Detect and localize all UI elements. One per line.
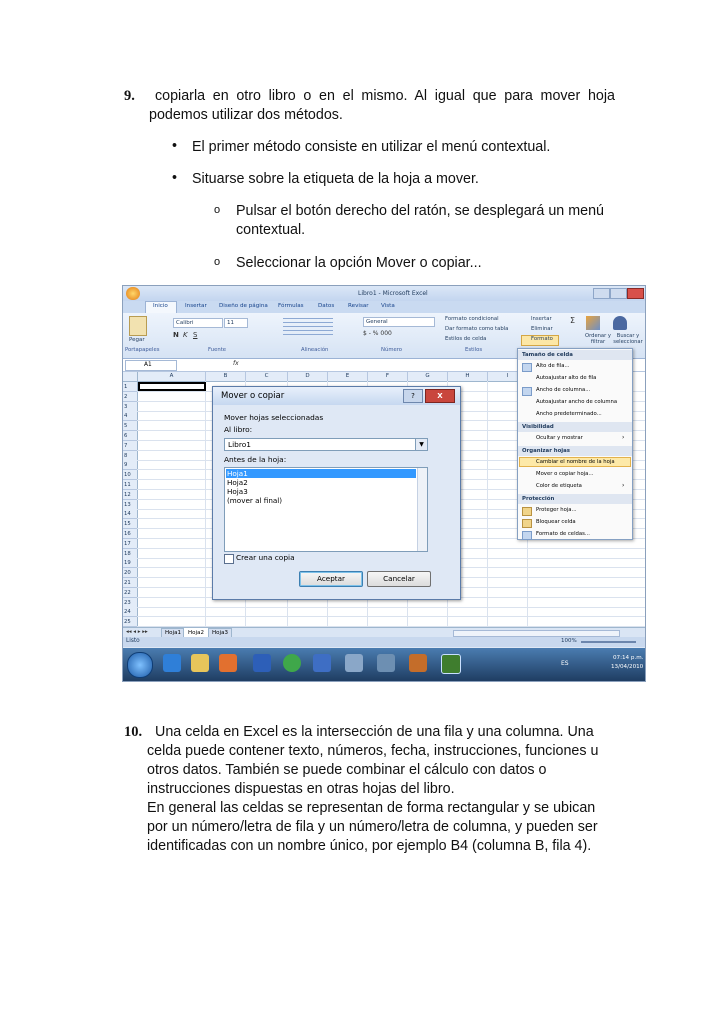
number-buttons[interactable]: $ - % 000	[363, 330, 392, 337]
name-box[interactable]: A1	[125, 360, 177, 371]
fx-icon[interactable]: fx	[233, 360, 239, 367]
bullet-dot: •	[172, 138, 178, 154]
row-header[interactable]: 10	[123, 470, 138, 480]
underline-button[interactable]: S	[193, 331, 198, 339]
bold-button[interactable]: N	[173, 331, 179, 339]
menu-section-header: Protección	[518, 494, 632, 504]
start-button-icon[interactable]	[127, 652, 153, 678]
row-header[interactable]: 1	[123, 382, 138, 392]
column-width-icon	[522, 387, 532, 396]
sub-bullet-circle: o	[214, 256, 221, 268]
row-header[interactable]: 23	[123, 598, 138, 608]
word-icon[interactable]	[253, 654, 271, 672]
paragraph-line: copiarla en otro libro o en el mismo. Al igual que para mover hoja	[155, 88, 615, 104]
paragraph-line: podemos utilizar dos métodos.	[149, 107, 343, 123]
column-header[interactable]: E	[328, 372, 368, 382]
submenu-arrow-icon: ›	[622, 482, 625, 489]
status-text: Listo	[126, 638, 140, 644]
tab-formulas[interactable]: Fórmulas	[278, 303, 304, 309]
column-header[interactable]: I	[488, 372, 528, 382]
alignment-icons[interactable]	[283, 318, 333, 338]
row-header[interactable]: 24	[123, 607, 138, 617]
gridline	[205, 381, 206, 627]
group-label: Estilos	[465, 347, 483, 353]
row-header[interactable]: 11	[123, 480, 138, 490]
taskbar-app-icon[interactable]	[313, 654, 331, 672]
item-number-10: 10.	[124, 724, 143, 740]
gridline	[137, 607, 645, 608]
close-icon[interactable]	[627, 288, 644, 299]
horizontal-scrollbar[interactable]	[453, 630, 620, 637]
row-header[interactable]: 7	[123, 441, 138, 451]
window-title: Libro1 - Microsoft Excel	[358, 290, 428, 297]
group-label: Número	[381, 347, 403, 353]
row-header[interactable]: 22	[123, 588, 138, 598]
row-header[interactable]: 25	[123, 617, 138, 627]
tab-revisar[interactable]: Revisar	[348, 303, 369, 309]
cancel-button[interactable]: Cancelar	[367, 571, 431, 587]
before-sheet-label: Antes de la hoja:	[224, 455, 287, 464]
tab-insertar[interactable]: Insertar	[185, 303, 207, 309]
sort-filter-icon[interactable]	[586, 316, 600, 330]
selected-cell[interactable]	[138, 382, 206, 391]
sheet-tab-hoja3[interactable]: Hoja3	[208, 628, 232, 639]
chevron-down-icon[interactable]: ▼	[415, 439, 427, 450]
format-cells-icon	[522, 531, 532, 540]
office-button-icon[interactable]	[126, 287, 140, 300]
create-copy-label: Crear una copia	[236, 553, 295, 562]
column-header[interactable]: G	[408, 372, 448, 382]
menu-item[interactable]: Cambiar el nombre de la hoja	[536, 459, 615, 465]
list-scrollbar[interactable]	[417, 468, 427, 551]
group-label: Portapapeles	[125, 347, 160, 353]
menu-item[interactable]: Ancho de columna...	[536, 387, 591, 393]
row-header[interactable]: 6	[123, 431, 138, 441]
cell-styles-button[interactable]: Estilos de celda	[445, 336, 487, 342]
format-table-button[interactable]: Dar formato como tabla	[445, 326, 509, 332]
maximize-icon[interactable]	[610, 288, 627, 299]
menu-item[interactable]: Mover o copiar hoja...	[536, 471, 594, 477]
group-label: Fuente	[208, 347, 227, 353]
paragraph-line: identificadas con un nombre único, por ejemplo B4 (columna B, fila 4).	[147, 838, 592, 854]
row-header[interactable]: 19	[123, 558, 138, 568]
row-header[interactable]: 12	[123, 490, 138, 500]
window-titlebar	[123, 286, 645, 301]
taskbar-app-icon[interactable]	[345, 654, 363, 672]
accept-button[interactable]: Aceptar	[299, 571, 363, 587]
tray-time: 07:14 p.m.	[613, 655, 644, 661]
sheet-nav-arrows[interactable]: ◂◂ ◂ ▸ ▸▸	[126, 629, 148, 635]
column-header[interactable]: F	[368, 372, 408, 382]
excel-taskbar-icon[interactable]	[441, 654, 461, 674]
zoom-level: 100%	[561, 638, 577, 644]
menu-item[interactable]: Color de etiqueta	[536, 483, 582, 489]
excel-screenshot	[122, 285, 646, 682]
paragraph-line: otros datos. También se puede combinar el cálculo con datos o	[147, 762, 547, 778]
sub-bullet-text: contextual.	[236, 222, 306, 238]
submenu-arrow-icon: ›	[622, 434, 625, 441]
sort-filter-label: Ordenar y filtrar	[585, 333, 611, 345]
menu-item[interactable]: Autoajustar alto de fila	[536, 375, 597, 381]
column-header[interactable]: H	[448, 372, 488, 382]
group-label: Alineación	[301, 347, 329, 353]
list-item[interactable]: Hoja2	[227, 478, 248, 487]
row-header[interactable]: 14	[123, 509, 138, 519]
find-select-label: Buscar y seleccionar	[613, 333, 643, 345]
tray-date: 13/04/2010	[611, 664, 644, 670]
row-header[interactable]: 8	[123, 451, 138, 461]
menu-section-header: Tamaño de celda	[518, 350, 632, 360]
paragraph-line: celda puede contener texto, números, fecha, instrucciones, funciones u	[147, 743, 599, 759]
number-format-select[interactable]: General	[363, 317, 435, 327]
delete-cells-button[interactable]: Eliminar	[531, 326, 553, 332]
format-cells-button[interactable]: Formato	[531, 336, 553, 342]
language-indicator[interactable]: ES	[561, 660, 569, 667]
menu-section-header: Organizar hojas	[518, 446, 632, 456]
list-item[interactable]: (mover al final)	[227, 496, 283, 505]
sum-icon[interactable]: Σ	[570, 316, 576, 325]
bullet-dot: •	[172, 170, 178, 186]
windows-taskbar	[123, 648, 645, 681]
help-button[interactable]: ?	[403, 389, 423, 403]
gridline	[487, 381, 488, 627]
paragraph-line: Una celda en Excel es la intersección de una fila y una columna. Una	[155, 724, 594, 740]
dialog-close-button[interactable]: X	[425, 389, 455, 403]
dialog-title: Mover o copiar	[221, 391, 285, 401]
menu-item[interactable]: Alto de fila...	[536, 363, 570, 369]
font-size-select[interactable]: 11	[224, 318, 248, 328]
row-height-icon	[522, 363, 532, 372]
tab-vista[interactable]: Vista	[381, 303, 395, 309]
sheet-tab-hoja2[interactable]: Hoja2	[183, 627, 209, 639]
ie-icon[interactable]	[163, 654, 181, 672]
status-bar	[123, 637, 645, 647]
tab-diseno[interactable]: Diseño de página	[219, 303, 268, 309]
row-header[interactable]: 5	[123, 421, 138, 431]
row-header[interactable]: 9	[123, 460, 138, 470]
row-header[interactable]: 13	[123, 500, 138, 510]
lock-icon	[522, 519, 532, 528]
row-header[interactable]: 21	[123, 578, 138, 588]
protect-sheet-icon	[522, 507, 532, 516]
move-sheets-label: Mover hojas seleccionadas	[224, 413, 324, 422]
menu-item[interactable]: Formato de celdas...	[536, 531, 590, 537]
bullet-text: Situarse sobre la etiqueta de la hoja a mover.	[192, 171, 479, 187]
row-header[interactable]: 18	[123, 549, 138, 559]
taskbar-app-icon[interactable]	[377, 654, 395, 672]
menu-item[interactable]: Proteger hoja...	[536, 507, 577, 513]
sub-bullet-circle: o	[214, 204, 221, 216]
tab-inicio[interactable]: Inicio	[153, 303, 168, 309]
create-copy-checkbox[interactable]	[224, 554, 234, 564]
paste-label: Pegar	[129, 337, 145, 343]
gridline	[137, 616, 645, 617]
taskbar-app-icon[interactable]	[409, 654, 427, 672]
font-name-select[interactable]: Calibri	[173, 318, 223, 328]
sheet-tab-hoja1[interactable]: Hoja1	[161, 628, 185, 639]
row-header[interactable]: 2	[123, 392, 138, 402]
list-item[interactable]: Hoja3	[227, 487, 248, 496]
zoom-slider[interactable]	[581, 641, 636, 643]
column-header[interactable]: A	[138, 372, 206, 382]
row-header[interactable]: 4	[123, 411, 138, 421]
book-select[interactable]	[224, 438, 428, 451]
row-header[interactable]: 15	[123, 519, 138, 529]
dialog-titlebar	[213, 387, 460, 405]
menu-item[interactable]: Ocultar y mostrar	[536, 435, 583, 441]
paragraph-line: En general las celdas se representan de forma rectangular y se ubican	[147, 800, 596, 816]
chrome-icon[interactable]	[283, 654, 301, 672]
conditional-format-button[interactable]: Formato condicional	[445, 316, 499, 322]
before-sheet-list[interactable]	[224, 467, 428, 552]
menu-item[interactable]: Ancho predeterminado...	[536, 411, 602, 417]
book-label: Al libro:	[224, 425, 253, 434]
book-select-value: Libro1	[228, 440, 251, 449]
paste-icon[interactable]	[129, 316, 147, 336]
column-header[interactable]: C	[246, 372, 288, 382]
sub-bullet-text: Seleccionar la opción Mover o copiar...	[236, 255, 482, 271]
paragraph-line: instrucciones dispuestas en otras hojas del libro.	[147, 781, 455, 797]
tab-datos[interactable]: Datos	[318, 303, 335, 309]
ribbon-tabs	[123, 301, 645, 313]
row-header[interactable]: 20	[123, 568, 138, 578]
row-header[interactable]: 17	[123, 539, 138, 549]
paragraph-line: por un número/letra de fila y un número/letra de columna, y pueden ser	[147, 819, 598, 835]
item-number-9: 9.	[124, 88, 135, 104]
find-select-icon[interactable]	[613, 316, 627, 330]
sub-bullet-text: Pulsar el botón derecho del ratón, se desplegará un menú	[236, 203, 604, 219]
row-header[interactable]: 3	[123, 402, 138, 412]
format-menu	[517, 348, 633, 540]
move-copy-dialog	[212, 386, 461, 600]
bullet-text: El primer método consiste en utilizar el menú contextual.	[192, 139, 551, 155]
column-header[interactable]: D	[288, 372, 328, 382]
column-header[interactable]: B	[206, 372, 246, 382]
menu-section-header: Visibilidad	[518, 422, 632, 432]
minimize-icon[interactable]	[593, 288, 610, 299]
insert-cells-button[interactable]: Insertar	[531, 316, 552, 322]
media-player-icon[interactable]	[219, 654, 237, 672]
menu-item[interactable]: Bloquear celda	[536, 519, 576, 525]
italic-button[interactable]: K	[183, 331, 188, 339]
menu-item[interactable]: Autoajustar ancho de columna	[536, 399, 618, 405]
row-header[interactable]: 16	[123, 529, 138, 539]
list-item[interactable]: Hoja1	[227, 469, 248, 478]
explorer-icon[interactable]	[191, 654, 209, 672]
